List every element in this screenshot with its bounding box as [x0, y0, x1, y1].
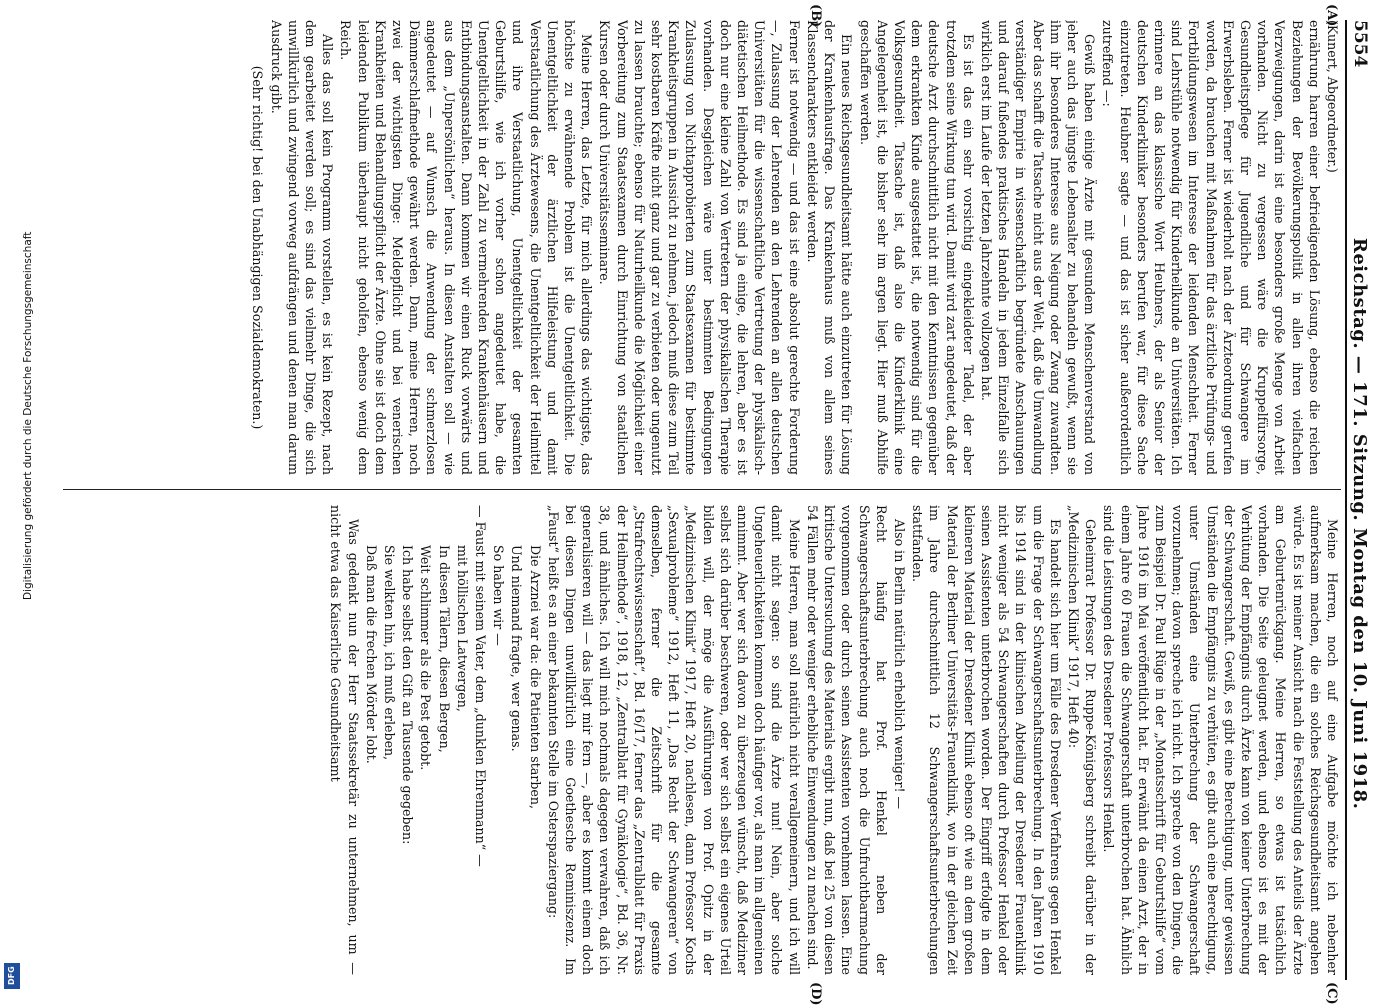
- paragraph: Meine Herren, das Letzte, für mich allerdings das wichtigste, das höchste zu erwähnende Problem ist die Unentgeltlichkeit. Die Unentgeltlichkeit der ärztlichen Hilfeleistung und damit Verstaatlichung des Ärztewesens, die Unentgeltlichkeit der Heilmittel und ihre Verstaatlichung, Unentgeltlichkeit der gesamten Geburtshilfe, wie ich vorher schon angedeutet habe, die Unentgeltlichkeit in der Zahl zu vermehrenden Krankenhäusern und Entbindungsanstalten. Dann kommen wir einen Ruck vorwärts und aus dem „Unpersönlichen“ heraus. In diesen Anstalten soll — wie angedeutet — auf Wunsch die Anwendung der schmerzlosen Dämmerschlafmethode gewährt werden. Dann, meine Herren, noch zwei der wichtigsten Dinge: Meldepflicht und bei venerischen Krankheiten und Behandlungspflicht der Ärzte. Ohne sie ist doch dem leidenden Publikum überhaupt nicht geholfen, ebenso wenig dem Reich.: [338, 20, 595, 475]
- paragraph: Also in Berlin natürlich erheblich weniger! —: [891, 519, 907, 810]
- margin-marker-b: (B): [808, 4, 823, 28]
- paragraph: Die Arznei war da: die Patienten starben,: [527, 545, 543, 809]
- paragraph: Es ist das ein sehr vorsichtig eingekleideter Tadel, der aber trotzdem seine Wirkung tun wird. Damit wird zart angedeutet, daß der deutsche Arzt durchschnittlich nicht mit den Kenntnissen gegenüber dem erkrankten Kinde ausgestattet ist, die notwendig sind für die Volksgesundheit. Tatsache ist, daß also die Kinderklinik eine Angelegenheit ist, die bisher sehr im argen liegt. Hier muß Abhilfe geschaffen werden.: [857, 20, 976, 475]
- footer-strip: [0, 0, 34, 1000]
- paragraph: Es handelt sich hier um Fälle des Dresdener Verfahrens gegen Henkel um die Frage der Schwangerschaftsunterbrechung. In den Jahren 1910 bis 1914 sind in der klinischen Abteilung der Dresdener Frauenklinik nicht weniger als 54 Schwangerschaften durch Professor Henkel oder seinen Assistenten unterbrochen worden. Der Eingriff erfolgte in dem kleineren Material der Dresdener Klinik ebenso oft wie an dem großen Material der Berliner Universitäts-Frauenklinik, wo in der gleichen Zeit im Jahre durchschnittlich 12 Schwangerschaftsunterbrechungen stattfanden.: [910, 505, 1063, 975]
- page-inner: [63, 4, 1371, 1006]
- paragraph: Ich habe selbst den Gift an Tausende gegeben:: [400, 545, 416, 845]
- paragraph: mit höllischen Latwergen,: [454, 545, 470, 712]
- page-number: 5554: [1350, 20, 1370, 68]
- paragraph: Meine Herren, man soll natürlich nicht verallgemeinern, und ich will damit nicht sagen: so sind die Ärzte nun! Nein, aber solche Ungeheuerlichkeiten kommen doch häufiger vor, als man im allgemeinen annimmt. Aber wer sich davon zu überzeugen wünscht, daß Mediziner selbst sich darüber beschweren, oder wer sich selbst ein eigenes Urteil bilden will, der möge die Ausführungen von Prof. Opitz in der „Medizinischen Klinik“ 1917, Heft 20, nachlesen, dann Professor Kochs „Sexualprobleme“ 1912, Heft 11, „Das Recht der Schwangeren“ von demselben, ferner die Zeitschrift für die gesamte „Strafrechtswissenschaft“, Bd. 16/17, ferner das „Zentralblatt für Praxis der Heilmethode“, 1918, 12, „Zentralblatt für Gynäkologie“, Bd. 36, Nr. 38, und ähnliches. Ich will mich nochmals dagegen verwahren, daß ich generalisieren will — das liegt mir fern —, aber es kommt einem doch bei diesen Dingen unwillkürlich eine Goethesche Reminiszenz. Im „Faust“ heißt es an einer bekannten Stelle im Osterspaziergang:: [545, 505, 802, 975]
- margin-marker-c: (C): [1324, 982, 1339, 1005]
- newspaper-page: [53, 0, 1383, 1006]
- paragraph: In diesen Tälern, diesen Bergen,: [436, 545, 452, 753]
- header-title: Reichstag. — 171. Sitzung. Montag den 10. Juni 1918.: [1349, 237, 1371, 810]
- paragraph: Ein neues Reichsgesundheitsamt hätte auch einzutreten für Lösung der Krankenhausfrage. Das Krankenhaus muß von allem seines Klassencharakters entkleidet werden.: [804, 20, 855, 475]
- page-header: [1345, 20, 1371, 980]
- funding-credit: Digitalisierung gefördert durch die Deutsche Forschungsgemeinschaft: [22, 231, 34, 600]
- paragraph: Meine Herren, noch auf eine Aufgabe möchte ich nebenher aufmerksam machen, die ein solches Reichsgesundheitsamt angehen würde. Es ist meiner Ansicht nach die Feststellung des Anteils der Ärzte am Geburtenrückgang. Meine Herren, so etwas ist tatsächlich vorhanden. Die Seite geleugnet werden, und ebenso ist es mit der Verhütung der Empfängnis durch Ärzte kann von keiner Unterbrechung der Schwangerschaft. Gewiß, es gibt eine Berechtigung, unter gewissen Umständen die Empfängnis zu verhüten, es gibt auch eine Berechtigung, unter Umständen eine Unterbrechung der Schwangerschaft vorzunehmen; davon spreche ich nicht. Ich spreche von den Dingen, die zum Beispiel Dr. Paul Rüge in der „Monatsschrift für Geburtshilfe“ vom Jahre 1916 im Mai veröffentlicht hat. Er erwähnt da einen Arzt, der in einem Jahre 60 Frauen die Schwangerschaft unterbrochen hat. Ähnlich sind die Leistungen des Dresdener Professors Henkel.: [1101, 505, 1340, 975]
- paragraph: Weit schlimmer als die Pest getobt.: [418, 545, 434, 771]
- paragraph: — Faust mit seinem Vater, dem „dunklen Ehrenmann“ —: [473, 505, 489, 867]
- paragraph: So haben wir —: [491, 545, 507, 646]
- paragraph: Sie welkten hin, ich muß erleben,: [382, 545, 398, 761]
- paragraph: Recht häufig hat Prof. Henkel neben der Schwangerschaftsunterbrechung auch noch die Unfruchtbarmachung vorgenommen oder durch seinen Assistenten vornehmen lassen. Eine kritische Untersuchung des Materials ergibt nun, daß bei 25 von diesen 54 Fällen mehr oder weniger erhebliche Einwendungen zu machen sind.: [804, 505, 889, 975]
- margin-marker-a: (A): [1324, 4, 1339, 27]
- paragraph: Was gedenkt nun der Herr Staatssekretär zu unternehmen, um — nicht etwa das Kaiserliche Gesundheitsamt: [328, 505, 361, 975]
- paragraph: (Sehr richtig! bei den Unabhängigen Sozialdemokraten.): [250, 65, 266, 430]
- margin-marker-d: (D): [808, 982, 823, 1006]
- dfg-logo: DFG: [4, 963, 20, 989]
- left-column: [63, 20, 1341, 475]
- paragraph: ernährung harren einer befriedigenden Lösung, ebenso die reichen Beziehungen der Bevölkerungspolitik in allen ihren vielfachen Verzweigungen, darin ist eine besonders große Menge von Arbeit vorhanden. Nicht zu vergessen wäre die Kruppelfürsorge, Gesundheitspflege für Jugendliche und für Schwangere im Erwerbsleben. Ferner ist wiederholt nach der Ärzteordnung gerufen worden, da brauchen mit Maßnahmen für das ärztliche Prüfungs- und Fortbildungswesen im Interesse der leidenden Menschheit. Ferner sind Lehrstühle notwendig für Kinderheilkunde an Universitäten. Ich erinnere an das klassische Wort Heubners, der als Senior der deutschen Kinderkliniker besonders berufen war, für diese Sache einzutreten. Heubner sagte — und das ist sicher außerordentlich zutreffend —:: [1100, 20, 1322, 475]
- paragraph: Geheimrat Professor Dr. Ruppe-Königsberg schreibt darüber in der „Medizinischen Klinik“ 1917, Heft 40:: [1065, 505, 1099, 975]
- paragraph: Alles das soll kein Programm vorstellen, es ist kein Rezept, nach dem gearbeitet werden soll; es sind das vielmehr Dinge, die sich unwillkürlich und zwingend vorweg aufdrängen und denen man darum Ausdruck gibt.: [268, 20, 336, 475]
- paragraph: (Kunert, Abgeordneter.): [1325, 20, 1340, 173]
- paragraph: Gewiß haben einige Ärzte mit gesundem Menschenverstand von jeher auch das jüngste Lebensalter zu behandeln gewußt, wenn sie ihm ihr besonderes Interesse aus Neigung oder Zwang zuwandten. Aber das schafft die Tatsache nicht aus der Welt, daß die Umwandlung verständiger Empirie in wissenschaftlich begründete Anschauungen und darauf fußendes praktisches Handeln in jedem Einzelfalle sich wirklich erst im Laufe der letzten Jahrzehnte vollzogen hat.: [978, 20, 1098, 475]
- paragraph: Und niemand fragte, wer genas.: [509, 545, 525, 752]
- right-column: [63, 505, 1341, 975]
- paragraph: Daß man die frechen Mörder lobt.: [363, 545, 379, 764]
- column-divider: [63, 489, 1341, 490]
- paragraph: Ferner ist notwendig — und das ist eine absolut gerechte Forderung —, Zulassung der Lehrenden an den Lehrenden an allen deutschen Universitäten für die wissenschaftliche Vertretung der physikalisch-diätetischen Heilmethode. Es sind ja einige, die lehren, aber es ist doch nur eine kleine Zahl von Vertretern der physikalischen Therapie vorhanden. Desgleichen wäre unter bestimmten Bedingungen Zulassung von Nichtapprobierten zum Staatsexamen für bestimmte Krankheitsgruppen in Aussicht zu nehmen, jedoch muß diese zum Teil sehr kostbaren Kräfte nicht ganz und gar zu verbieten oder ungenutzt zu lassen brauchte; ebenso für Naturheilkunde die Möglichkeit einer Vorbereitung zum Staatsexamen durch Einrichtung von staatlichen Kursen oder durch Universitätsseminare.: [597, 20, 802, 475]
